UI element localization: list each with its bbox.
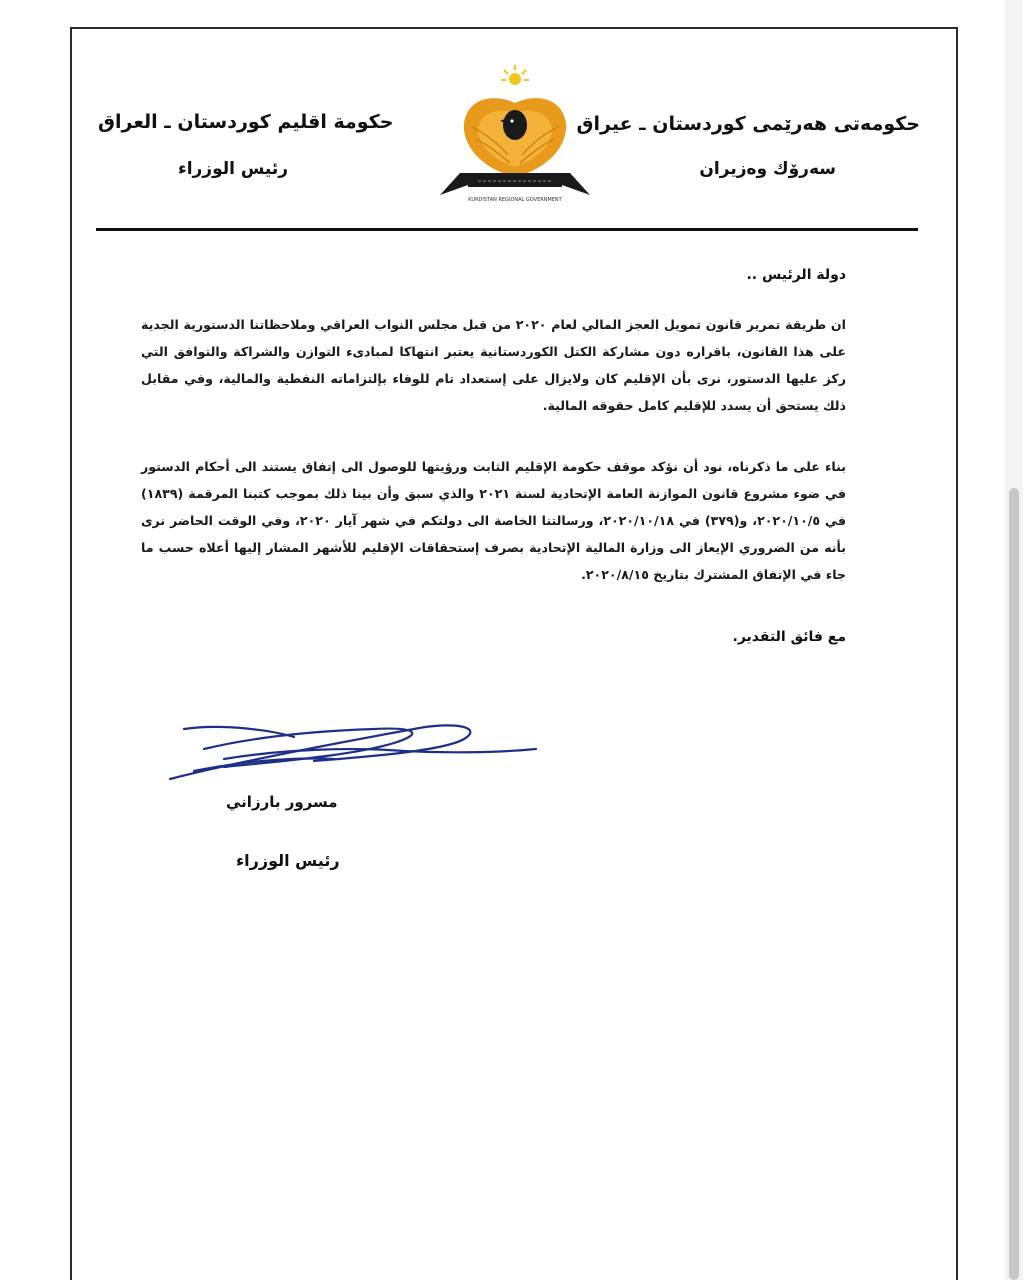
letterhead-arabic-org: حكومة اقليم كوردستان ـ العراق xyxy=(98,111,394,133)
kurdistan-emblem-icon xyxy=(438,63,592,205)
salutation: دولة الرئيس .. xyxy=(746,267,846,283)
letter-page xyxy=(70,27,958,1280)
letterhead-kurdish-org: حکومەتی هەرێمی کوردستان ـ عیراق xyxy=(576,113,920,135)
letterhead-kurdish-office: سەرۆك وەزیران xyxy=(699,159,836,179)
header-divider xyxy=(96,228,918,231)
body-paragraph-2: بناء على ما ذكرناه، نود أن نؤكد موقف حكومة الإقليم الثابت ورؤيتها للوصول الى إتفاق يستند الى أحكام الدستور في ضوء مشروع قانون الموازنة العامة الإتحادية لسنة ٢٠٢١ والذي سبق وأن بينا ذلك بموجب كتبنا المرقمة (١٨٣٩) في ٢٠٢٠/١٠/٥، و(٣٧٩) في ٢٠٢٠/١٠/١٨، ورسالتنا الخاصة الى دولتكم في شهر آيار ٢٠٢٠، وفي الوقت الحاضر نرى بأنه من الضروري الإيعاز الى وزارة المالية الإتحادية بصرف إستحقاقات الإقليم للأشهر المشار إليها أعلاه حسب ما جاء في الإتفاق المشترك بتاريخ ٢٠٢٠/٨/١٥. xyxy=(141,459,847,582)
scrollbar-thumb[interactable] xyxy=(1009,488,1019,1280)
closing-line: مع فائق التقدير. xyxy=(732,629,846,645)
body-paragraph-1: ان طريقة تمرير قانون تمويل العجز المالي لعام ٢٠٢٠ من قبل مجلس النواب العراقي وملاحظاتنا الدستورية الجدية على هذا القانون، باقراره دون مشاركة الكتل الكوردستانية يعتبر انتهاكا لمبادىء التوازن والشراكة والتوافق التي ركز عليها الدستور، نرى بأن الإقليم كان ولايزال على إستعداد تام للوفاء بإلتزاماته النفطية والمالية، وفي مقابل ذلك يستحق أن يسدد للإقليم كامل حقوقه المالية. xyxy=(141,317,846,413)
signatory-name: مسرور بارزاني xyxy=(226,793,338,811)
signatory-title: رئيس الوزراء xyxy=(236,851,340,870)
scrollbar-track[interactable] xyxy=(1005,0,1023,1280)
handwritten-signature xyxy=(164,709,544,789)
svg-text:KURDISTAN REGIONAL GOVERNMENT: KURDISTAN REGIONAL GOVERNMENT xyxy=(468,197,562,203)
letterhead-arabic-office: رئيس الوزراء xyxy=(178,159,289,179)
